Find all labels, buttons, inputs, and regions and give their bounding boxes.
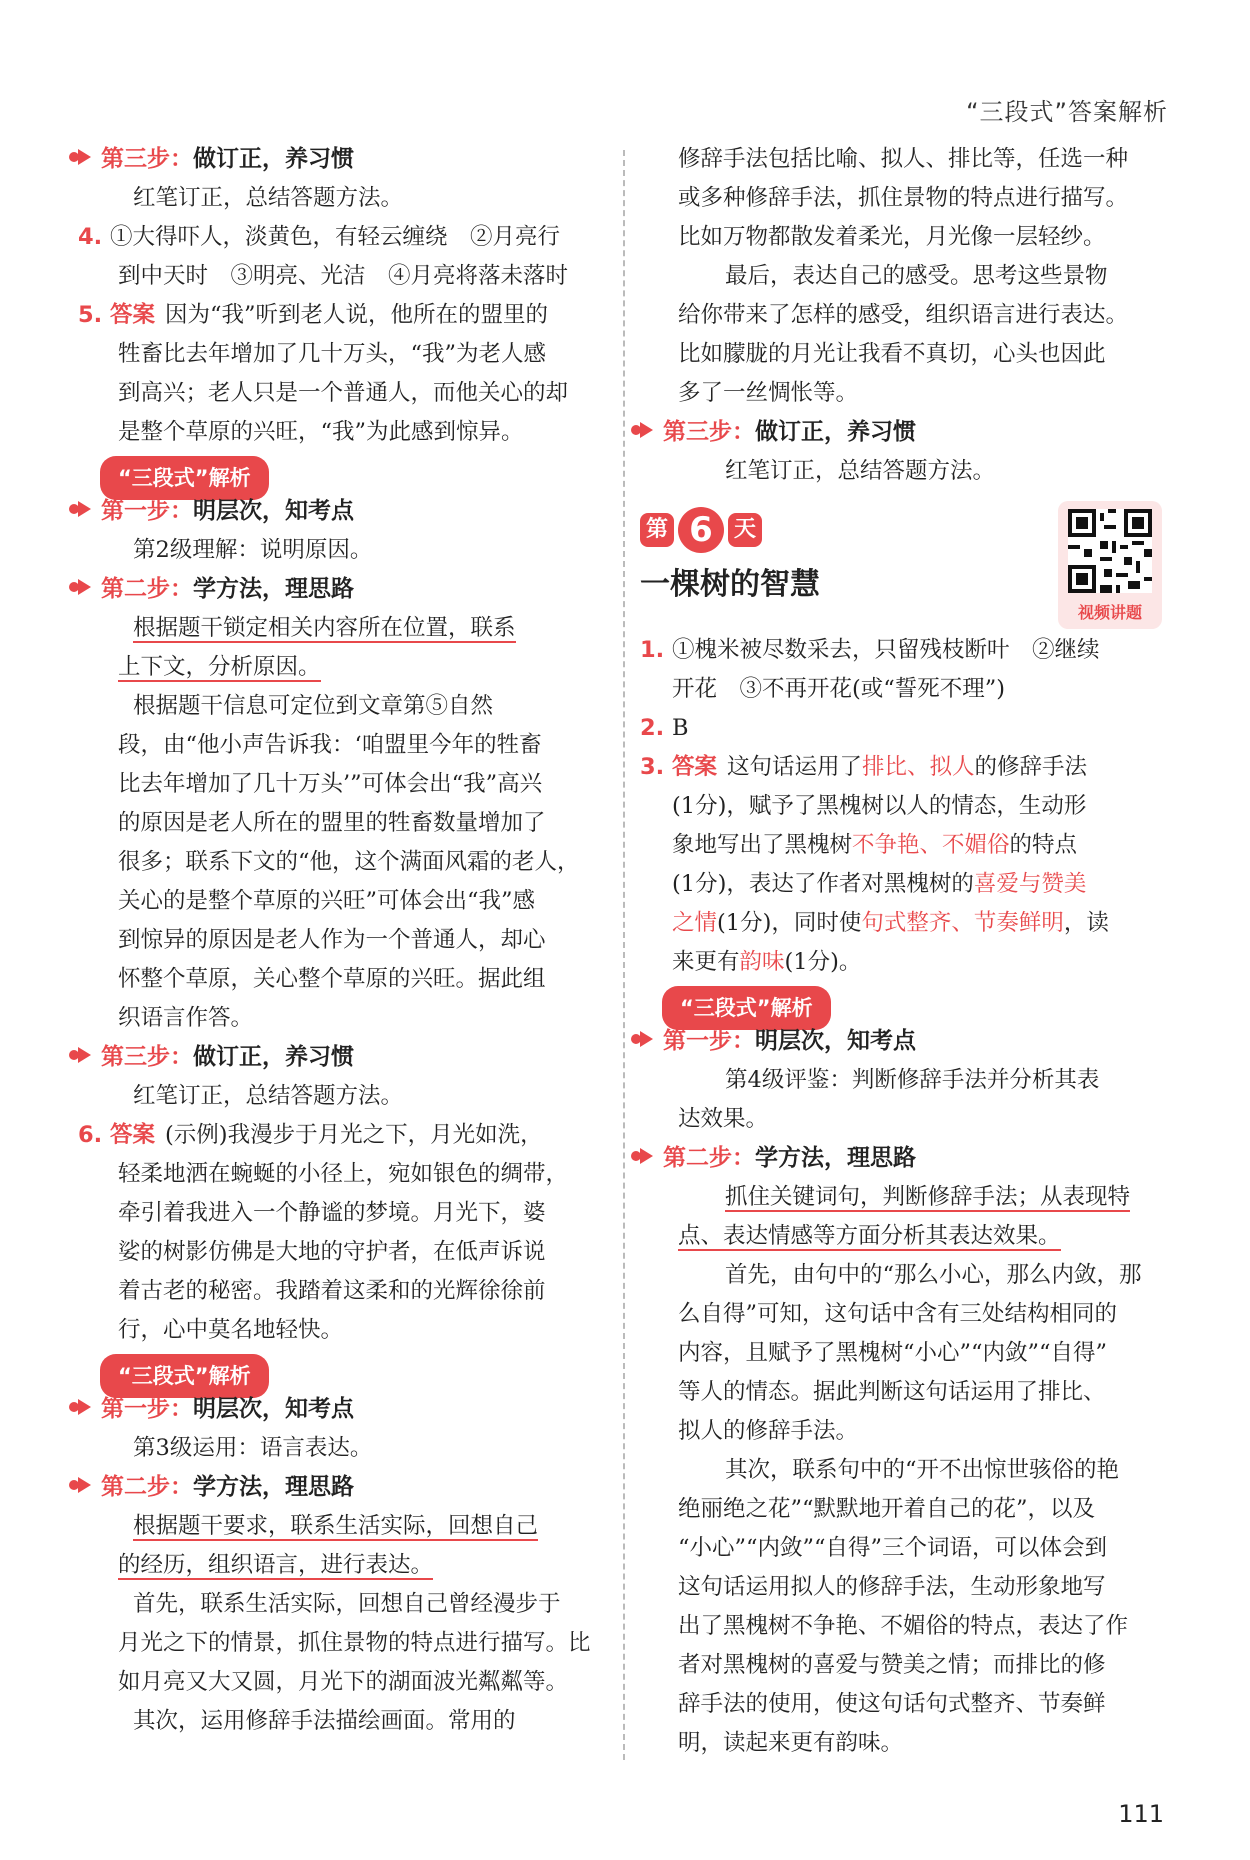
question-4: 4. ①大得吓人，淡黄色，有轻云缠绕 ②月亮行 xyxy=(78,224,561,250)
step2-heading: 第二步：学方法，理思路 xyxy=(640,1139,1172,1178)
step-arrow-icon xyxy=(78,1399,91,1415)
page-number: 111 xyxy=(1118,1800,1164,1828)
step-arrow-icon xyxy=(640,422,653,438)
column-divider xyxy=(623,150,625,1760)
step1-heading: 第一步：明层次，知考点 xyxy=(78,492,608,531)
analysis-badge: “三段式”解析 xyxy=(662,986,831,1030)
question-1: 1. ①槐米被尽数采去，只留残枝断叶 ②继续 xyxy=(640,637,1100,663)
step2-heading: 第二步：学方法，理思路 xyxy=(78,570,608,609)
step-arrow-icon xyxy=(78,149,91,165)
lesson-header xyxy=(640,501,1172,631)
step-arrow-icon xyxy=(78,1477,91,1493)
question-2: 2. B xyxy=(640,715,689,741)
answer-label: 答案 xyxy=(110,1122,156,1148)
page-header: “三段式”答案解析 xyxy=(966,98,1168,126)
step-arrow-icon xyxy=(78,579,91,595)
video-qr-code[interactable]: 视频讲题 xyxy=(1058,501,1162,629)
step1-heading: 第一步：明层次，知考点 xyxy=(78,1390,608,1429)
analysis-badge: “三段式”解析 xyxy=(100,1354,269,1398)
qr-code-icon xyxy=(1068,509,1152,593)
step3-heading: 第三步：做订正，养习惯 xyxy=(640,413,1172,452)
step-arrow-icon xyxy=(78,501,91,517)
step3-heading: 第三步：做订正，养习惯 xyxy=(78,140,608,179)
right-column: 修辞手法包括比喻、拟人、排比等，任选一种 或多种修辞手法，抓住景物的特点进行描写。 比如万物都散发着柔光，月光像一层轻纱。 最后，表达自己的感受。思考这些景物 给你带来了怎样的感受，组织语言进行表达。 比如朦胧的月光让我看不真切，心头也因此 多了一丝惆怅等。 第三步：做订正，养习惯 红笔订正，总结答题方法。 第 6 天 一棵树的智慧 视频讲题 1. ①槐米被尽数采去，只留残枝断叶 ②继续 开花 ③不再开花(或“誓死不理”) 2. B 3. 答案 这句话运用了排比、拟人的修辞手法 (1分)，赋予了黑槐树以人的情态，生动形 象地写出了黑槐树不争艳、不媚俗的特点 (1分)，表达了作者对黑槐树的喜爱与赞美 之情(1分)，同时使句式整齐、节奏鲜明，读 来更有韵味(1分)。 “三段式”解析 第一步：明层次，知考点 第4级评鉴：判断修辞手法并分析其表 达效果。 第二步：学方法，理思路 抓住关键词句，判断修辞手法；从表现特 点、表达情感等方面分析其表达效果。 首先，由句中的“那么小心，那么内敛，那 么自得”可知，这句话中含有三处结构相同的 内容，且赋予了黑槐树“小心”“内敛”“自得” 等人的情态。据此判断这句话运用了排比、 拟人的修辞手法。 其次，联系句中的“开不出惊世骇俗的艳 绝丽绝之花”“默默地开着自己的花”，以及 “小心”“内敛”“自得”三个词语，可以体会到 这句话运用拟人的修辞手法，生动形象地写 出了黑槐树不争艳、不媚俗的特点，表达了作 者对黑槐树的喜爱与赞美之情；而排比的修 辞手法的使用，使这句话句式整齐、节奏鲜 明，读起来更有韵味。 xyxy=(640,140,1172,1763)
question-5: 5. 答案 因为“我”听到老人说，他所在的盟里的 xyxy=(78,302,549,328)
left-column: 第三步：做订正，养习惯 红笔订正，总结答题方法。 4. ①大得吓人，淡黄色，有轻云缠绕 ②月亮行 到中天时 ③明亮、光洁 ④月亮将落未落时 5. 答案 因为“我”听到老人说，他所在的盟里的 牲畜比去年增加了几十万头，“我”为老人感 到高兴；老人只是一个普通人，而他关心的却 是整个草原的兴旺，“我”为此感到惊异。 “三段式”解析 第一步：明层次，知考点 第2级理解：说明原因。 第二步：学方法，理思路 根据题干锁定相关内容所在位置，联系 上下文，分析原因。 根据题干信息可定位到文章第⑤自然 段，由“他小声告诉我：‘咱盟里今年的牲畜 比去年增加了几十万头’”可体会出“我”高兴 的原因是老人所在的盟里的牲畜数量增加了 很多；联系下文的“他，这个满面风霜的老人， 关心的是整个草原的兴旺”可体会出“我”感 到惊异的原因是老人作为一个普通人，却心 怀整个草原，关心整个草原的兴旺。据此组 织语言作答。 第三步：做订正，养习惯 红笔订正，总结答题方法。 6. 答案 (示例)我漫步于月光之下，月光如洗， 轻柔地洒在蜿蜒的小径上，宛如银色的绸带， 牵引着我进入一个静谧的梦境。月光下，婆 娑的树影仿佛是大地的守护者，在低声诉说 着古老的秘密。我踏着这柔和的光辉徐徐前 行，心中莫名地轻快。 “三段式”解析 第一步：明层次，知考点 第3级运用：语言表达。 第二步：学方法，理思路 根据题干要求，联系生活实际，回想自己 的经历，组织语言，进行表达。 首先，联系生活实际，回想自己曾经漫步于 月光之下的情景，抓住景物的特点进行描写。比 如月亮又大又圆，月光下的湖面波光粼粼等。 其次，运用修辞手法描绘画面。常用的 xyxy=(78,140,608,1741)
answer-label: 答案 xyxy=(672,754,718,780)
lesson-title: 一棵树的智慧 xyxy=(640,567,820,602)
analysis-badge: “三段式”解析 xyxy=(100,456,269,500)
answer-label: 答案 xyxy=(110,302,156,328)
day-badge: 第 6 天 xyxy=(640,501,1172,559)
step-arrow-icon xyxy=(640,1148,653,1164)
step1-heading: 第一步：明层次，知考点 xyxy=(640,1022,1172,1061)
step2-heading: 第二步：学方法，理思路 xyxy=(78,1468,608,1507)
step3-heading: 第三步：做订正，养习惯 xyxy=(78,1038,608,1077)
step3-text: 红笔订正，总结答题方法。 xyxy=(133,185,404,211)
question-6: 6. 答案 (示例)我漫步于月光之下，月光如洗， xyxy=(78,1122,543,1148)
step-arrow-icon xyxy=(78,1047,91,1063)
question-3: 3. 答案 这句话运用了排比、拟人的修辞手法 xyxy=(640,754,1088,780)
step-arrow-icon xyxy=(640,1031,653,1047)
